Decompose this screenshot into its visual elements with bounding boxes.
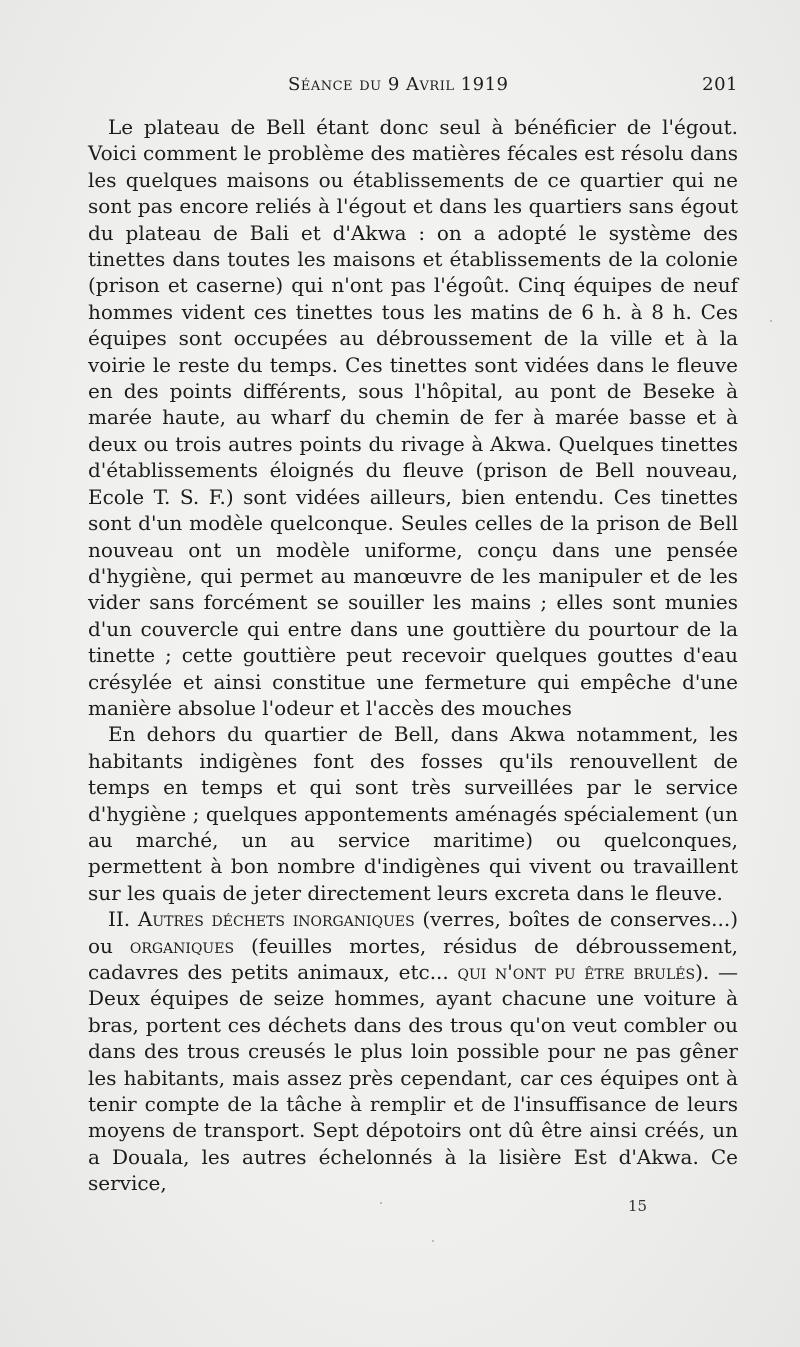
paragraph-1: Le plateau de Bell étant donc seul à bénéficier de l'égout. Voici comment le problème des matières fécales est résolu dans les quelques maisons ou établissements de ce quartier qui ne sont pas encore reliés à l'égout et dans les quartiers sans égout du plateau de Bali et d'Akwa : on a adopté le système des tinettes dans toutes les maisons et établissements de la colonie (prison et caserne) qui n'ont pas l'égoût. Cinq équipes de neuf hommes vident ces tinettes tous les matins de 6 h. à 8 h. Ces équipes sont occupées au débroussement de la ville et à la voirie le reste du temps. Ces tinettes sont vidées dans le fleuve en des points différents, sous l'hôpital, au pont de Beseke à marée haute, au wharf du chemin de fer à marée basse et à deux ou trois autres points du rivage à Akwa. Quelques tinettes d'établissements éloignés du fleuve (prison de Bell nouveau, Ecole T. S. F.) sont vidées ailleurs, bien entendu. Ces tinettes sont d'un modèle quelconque. Seules celles de la prison de Bell nouveau ont un modèle uniforme, conçu dans une pensée d'hygiène, qui permet au manœuvre de les manipuler et de les vider sans forcément se souiller les mains ; elles sont munies d'un couvercle qui entre dans une gouttière du pourtour de la tinette ; cette gouttière peut recevoir quelques gouttes d'eau crésylée et ainsi constitue une fermeture qui empêche d'une manière absolue l'odeur et l'accès des mouches	[88, 115, 738, 720]
paper-speck	[770, 320, 772, 322]
section-heading-unburned: qui n'ont pu être brulés	[457, 960, 696, 984]
paper-speck	[432, 1240, 434, 1242]
paragraph-3-text-2: (feuilles mortes, résidus de débroussement, cadavres des petits animaux, etc...	[88, 933, 738, 984]
paragraph-3-text-1: (verres, boîtes de conserves...) ou	[88, 907, 739, 958]
running-title: Séance du 9 Avril 1919	[288, 74, 509, 95]
paper-speck	[380, 1202, 382, 1204]
section-heading-organic: organiques	[129, 933, 235, 958]
signature-mark: 15	[628, 1197, 648, 1215]
paragraph-2: En dehors du quartier de Bell, dans Akwa notamment, les habitants indigènes font des fosses qu'ils renouvellent de temps en temps et qui sont très surveillées par le service d'hygiène ; quelques appontements aménagés spécialement (un au marché, un au service maritime) ou quelconques, permettent à bon nombre d'indigènes qui vivent ou travaillent sur les quais de jeter directement leurs excreta dans le fleuve.	[88, 722, 738, 905]
paragraph-3-text-3: ). — Deux équipes de seize hommes, ayant chacune une voiture à bras, portent ces déchets dans des trous qu'on veut combler ou dans des trous creusés le plus loin possible pour ne pas gêner les habitants, mais assez près cependant, car ces équipes ont à tenir compte de la tâche à remplir et de l'insuffisance de leurs moyens de transport. Sept dépotoirs ont dû être ainsi créés, un a Douala, les autres échelonnés à la lisière Est d'Akwa. Ce service,	[88, 960, 738, 1196]
page-number: 201	[702, 74, 738, 95]
section-heading: Autres déchets inorganiques	[137, 907, 415, 932]
paragraph-3	[88, 906, 738, 1196]
section-number: II.	[108, 907, 131, 932]
running-head	[88, 74, 738, 98]
body-text	[88, 114, 738, 1197]
